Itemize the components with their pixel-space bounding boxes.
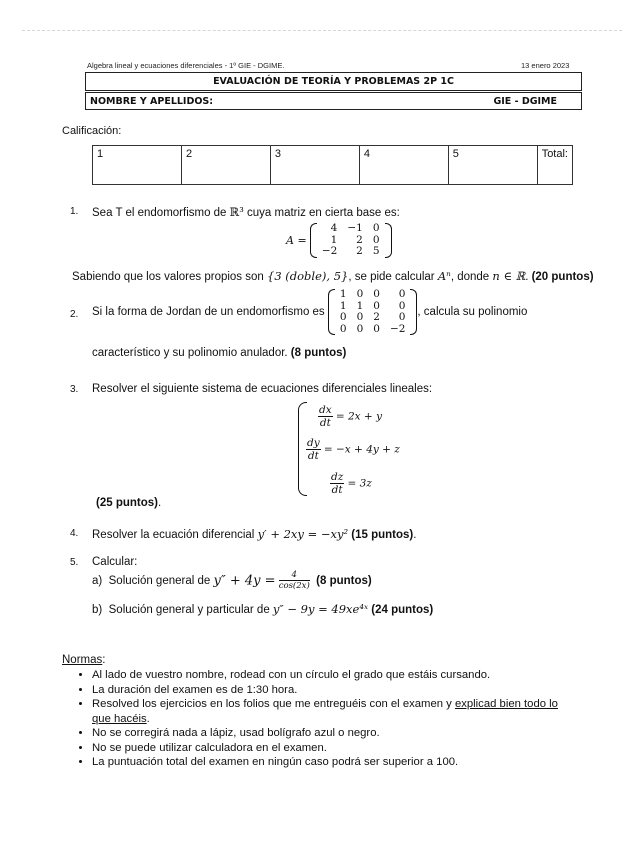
- matrix-cell: 0: [356, 311, 364, 323]
- matrix-cell: 1: [330, 233, 338, 246]
- rule-item: • Al lado de vuestro nombre, rodead con un círculo el grado que estáis cursando.: [92, 668, 596, 683]
- eq-numerator: dz: [331, 471, 344, 483]
- grades-table: [92, 145, 573, 185]
- q3-points: (25 puntos): [96, 497, 158, 509]
- matrix-cell: 0: [339, 311, 347, 323]
- matrix-cell: −1: [347, 222, 363, 234]
- matrix-cell: −2: [321, 245, 338, 257]
- rules-title-line: Normas:: [62, 654, 106, 666]
- eq-denominator: dt: [307, 450, 319, 462]
- real3-symbol: ℝ³: [229, 205, 244, 219]
- eq-rhs: = 2x + y: [335, 410, 383, 423]
- matrix-cell: 5: [372, 245, 380, 257]
- name-row: [85, 92, 582, 110]
- q1-number: 1.: [70, 206, 79, 217]
- jordan-matrix: [328, 289, 418, 335]
- eq-numerator: dx: [319, 404, 332, 416]
- q5-part-a: a) Solución general de y″ + 4y = $\frac{4}{\cos(2x)}$ (8 puntos): [92, 570, 372, 591]
- q5a-frac-denominator: cos(2x): [278, 581, 310, 591]
- q3-number: 3.: [70, 384, 79, 395]
- matrix-cell: 0: [373, 299, 380, 312]
- q5b-equation: y″ − 9y = 49xe⁴ˣ: [272, 602, 369, 616]
- matrix-cell: 1: [356, 299, 364, 312]
- grade-cell-total: Total:: [537, 146, 572, 185]
- matrix-cell: 0: [339, 322, 347, 335]
- q1-matrix: [310, 223, 392, 258]
- q5-part-b: b) Solución general y particular de y″ − 9y = 49xe⁴ˣ (24 puntos): [92, 602, 434, 616]
- q1-matrix-name: A =: [286, 233, 307, 247]
- rules-title: Normas: [62, 654, 103, 666]
- q2-number: 2.: [70, 309, 79, 320]
- matrix-cell: 0: [372, 233, 380, 246]
- eq-numerator: dy: [307, 437, 320, 449]
- rules-list: [76, 668, 596, 770]
- q4-statement: Resolver la ecuación diferencial y′ + 2xy = −xy² (15 puntos).: [92, 527, 417, 541]
- eigenvalues: {3 (doble), 5}: [267, 269, 349, 283]
- q5a-equation: y″ + 4y =: [213, 573, 276, 589]
- matrix-cell: 4: [330, 222, 338, 234]
- eq-rhs: = −x + 4y + z: [323, 443, 400, 456]
- matrix-cell: 0: [356, 288, 364, 300]
- matrix-cell: 0: [372, 222, 380, 234]
- matrix-cell: 0: [356, 322, 364, 335]
- n-condition: n ∈ ℝ: [492, 269, 526, 283]
- matrix-cell: 2: [356, 245, 363, 257]
- matrix-cell: 0: [373, 288, 380, 300]
- matrix-cell: 1: [339, 299, 347, 312]
- q1-statement: Sea T el endomorfismo de ℝ³ cuya matriz en cierta base es:: [92, 205, 400, 219]
- rule-item: • No se puede utilizar calculadora en el examen.: [92, 741, 596, 756]
- eq-denominator: dt: [319, 417, 331, 429]
- q2-continuation: característico y su polinomio anulador. (8 puntos): [92, 347, 347, 359]
- q5a-frac-numerator: 4: [279, 570, 310, 581]
- q2-statement: Si la forma de Jordan de un endomorfismo es 1 0 0 0 1 1 0 0 0 0 2 0 0 0 0 −2 , calcula su polinomio: [92, 288, 528, 335]
- rule-item: • La puntuación total del examen en ningún caso podrá ser superior a 100.: [92, 755, 596, 770]
- matrix-power: Aⁿ: [437, 269, 451, 283]
- q3-eq-3: [330, 471, 372, 496]
- grade-cell-2: 2: [181, 146, 270, 185]
- rule-item: • La duración del examen es de 1:30 hora.: [92, 683, 596, 698]
- q5a-points: (8 puntos): [316, 575, 372, 587]
- grade-cell-5: 5: [448, 146, 537, 185]
- q5-number: 5.: [70, 557, 79, 568]
- q3-statement: Resolver el siguiente sistema de ecuaciones diferenciales lineales:: [92, 383, 433, 395]
- q4-number: 4.: [70, 528, 79, 539]
- grade-cell-4: 4: [359, 146, 448, 185]
- matrix-cell: 0: [373, 322, 380, 335]
- q1-followup: Sabiendo que los valores propios son {3 (doble), 5}, se pide calcular Aⁿ, donde n ∈ ℝ. (20 puntos): [72, 269, 594, 283]
- q4-equation: y′ + 2xy = −xy²: [257, 527, 349, 541]
- q1-matrix-block: [286, 223, 392, 258]
- q5b-points: (24 puntos): [371, 604, 434, 616]
- rule-item: • No se corregirá nada a lápiz, usad bolígrafo azul o negro.: [92, 726, 596, 741]
- matrix-cell: 0: [398, 288, 406, 300]
- matrix-cell: 2: [373, 311, 380, 323]
- q3-eq-2: [306, 437, 400, 462]
- name-label: NOMBRE Y APELLIDOS:: [90, 96, 214, 107]
- eq-denominator: dt: [331, 484, 343, 496]
- matrix-cell: 0: [398, 299, 406, 312]
- q1-points: (20 puntos): [531, 271, 594, 283]
- q2-points: (8 puntos): [290, 347, 347, 359]
- scan-edge-line: [22, 30, 622, 31]
- exam-title: EVALUACIÓN DE TEORÍA Y PROBLEMAS 2P 1C: [85, 72, 582, 91]
- q4-points: (15 puntos): [351, 529, 414, 541]
- matrix-cell: 1: [339, 288, 347, 300]
- matrix-cell: 0: [398, 311, 406, 323]
- q3-points-line: (25 puntos).: [96, 497, 162, 509]
- grade-cell-1: 1: [93, 146, 182, 185]
- matrix-cell: −2: [389, 322, 406, 335]
- exam-date: 13 enero 2023: [521, 61, 570, 70]
- course-header: Algebra lineal y ecuaciones diferenciales - 1º GIE - DGIME.: [87, 61, 285, 70]
- grades-label: Calificación:: [62, 125, 122, 137]
- grade-cell-3: 3: [270, 146, 359, 185]
- degree-label: GIE - DGIME: [493, 96, 557, 107]
- matrix-cell: 2: [356, 233, 363, 246]
- rule-item: • Resolved los ejercicios en los folios que me entreguéis con el examen y explicad bien todo lo que hacéis.: [92, 697, 596, 726]
- q3-eq-1: [318, 404, 382, 429]
- q5-statement: Calcular:: [92, 556, 138, 568]
- eq-rhs: = 3z: [347, 477, 372, 490]
